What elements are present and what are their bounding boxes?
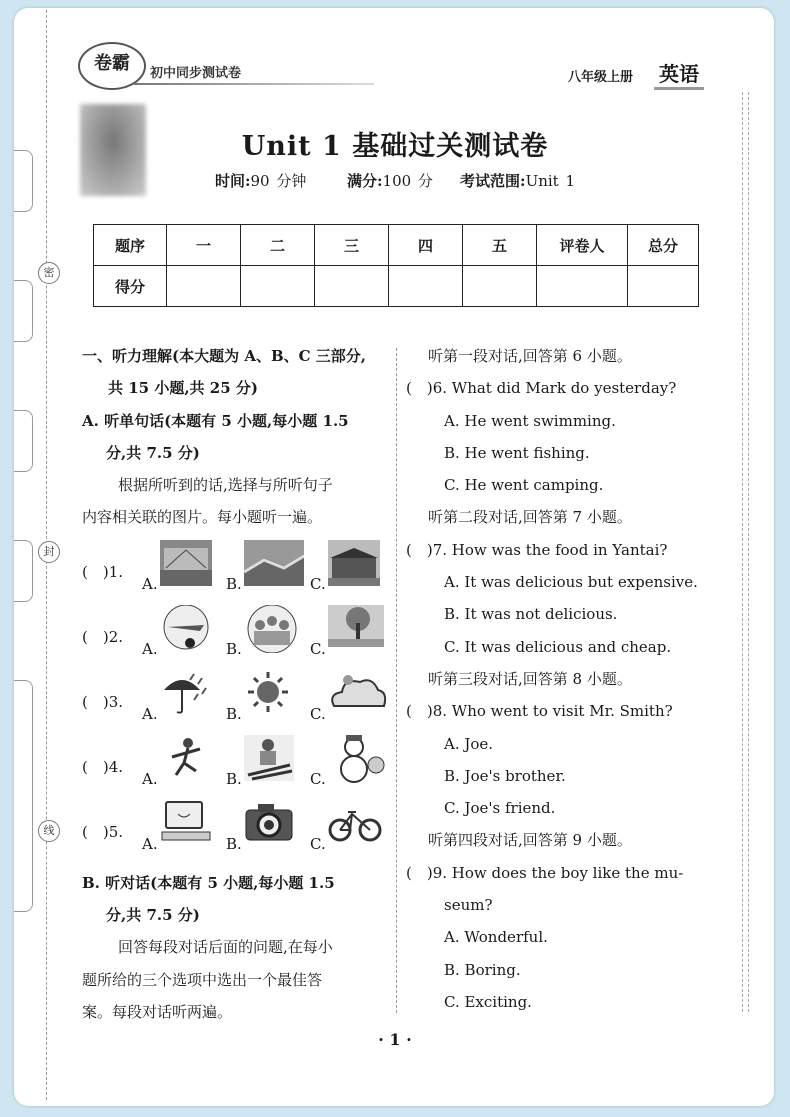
- skater-drawing[interactable]: [160, 735, 220, 783]
- table-header-cell: 五: [463, 225, 537, 266]
- sun-icon[interactable]: [244, 670, 304, 718]
- part-b-instruction-end: 案。每段对话听两遍。: [82, 1002, 233, 1021]
- picture-question: [82, 605, 388, 670]
- row-label: 得分: [94, 266, 167, 307]
- answer-option[interactable]: B. Joe's brother.: [444, 766, 566, 785]
- table-header-cell: 二: [241, 225, 315, 266]
- binding-tab: [14, 540, 33, 602]
- column-divider: [396, 348, 397, 1013]
- picture-question: [82, 800, 388, 865]
- table-header-cell: 一: [167, 225, 241, 266]
- building-photo[interactable]: [160, 540, 220, 588]
- snowman-drawing[interactable]: [328, 735, 388, 783]
- page-header: [78, 42, 712, 88]
- answer-option[interactable]: C. He went camping.: [444, 476, 604, 495]
- part-a-heading-cont: 分,共 7.5 分): [106, 443, 200, 462]
- table-header-cell: 题序: [94, 225, 167, 266]
- option-letter: A.: [142, 704, 158, 723]
- scope-label: 考试范围:: [460, 172, 526, 190]
- table-header-cell: 总分: [628, 225, 699, 266]
- answer-option[interactable]: A. Wonderful.: [444, 928, 548, 947]
- score-label: 满分:: [346, 172, 383, 190]
- seal-mi: 密: [38, 262, 60, 284]
- score-header-row: [94, 225, 699, 266]
- option-letter: A.: [142, 834, 158, 853]
- score-cell[interactable]: [241, 266, 315, 307]
- dialogue-instruction: 听第三段对话,回答第 8 小题。: [428, 669, 632, 688]
- option-letter: B.: [226, 769, 242, 788]
- option-letter: C.: [310, 769, 326, 788]
- part-b-instruction-cont: 题所给的三个选项中选出一个最佳答: [82, 970, 323, 989]
- header-rule: [134, 83, 374, 85]
- binding-tab: [14, 280, 33, 342]
- score-cell[interactable]: [537, 266, 628, 307]
- tree-photo[interactable]: [328, 605, 388, 653]
- section-heading: 一、听力理解(本大题为 A、B、C 三部分,: [82, 347, 367, 365]
- answer-option[interactable]: B. He went fishing.: [444, 443, 590, 462]
- question-number: ( )4.: [82, 757, 124, 776]
- seal-xian: 线: [38, 820, 60, 842]
- part-b-instruction: 回答每段对话后面的问题,在每小: [118, 938, 333, 957]
- bicycle-icon[interactable]: [328, 800, 388, 848]
- picture-questions: [82, 540, 388, 865]
- picture-question: [82, 540, 388, 605]
- question-number: ( )1.: [82, 562, 124, 581]
- part-b-heading: B. 听对话(本题有 5 小题,每小题 1.5: [82, 873, 335, 892]
- score-table: [93, 224, 699, 307]
- table-header-cell: 评卷人: [537, 225, 628, 266]
- answer-option[interactable]: C. Exciting.: [444, 992, 532, 1011]
- dialogue-instruction: 听第二段对话,回答第 7 小题。: [428, 508, 632, 527]
- binding-tab: [14, 410, 33, 472]
- part-a-instruction-cont: 内容相关联的图片。每小题听一遍。: [82, 508, 323, 527]
- answer-option[interactable]: A. It was delicious but expensive.: [444, 573, 698, 592]
- option-letter: A.: [142, 574, 158, 593]
- left-column: [82, 340, 388, 1028]
- camera-icon[interactable]: [244, 800, 304, 848]
- page-title: Unit 1 基础过关测试卷: [241, 131, 549, 162]
- question-stem: ( )9. How does the boy like the mu-: [406, 863, 684, 882]
- option-letter: B.: [226, 639, 242, 658]
- plane-drawing[interactable]: [160, 605, 220, 653]
- part-a-instruction: 根据所听到的话,选择与所听句子: [118, 476, 333, 495]
- skier-drawing[interactable]: [244, 735, 304, 783]
- answer-option[interactable]: A. He went swimming.: [444, 411, 616, 430]
- score-cell[interactable]: [628, 266, 699, 307]
- brand-logo: 卷霸: [78, 42, 146, 90]
- tiananmen-photo[interactable]: [328, 540, 388, 588]
- question-stem: ( )8. Who went to visit Mr. Smith?: [406, 702, 673, 721]
- question-stem: ( )7. How was the food in Yantai?: [406, 540, 668, 559]
- question-stem: ( )6. What did Mark do yesterday?: [406, 379, 677, 398]
- answer-option[interactable]: B. Boring.: [444, 960, 521, 979]
- right-column: [406, 340, 716, 1018]
- picture-question: [82, 735, 388, 800]
- answer-option[interactable]: B. It was not delicious.: [444, 605, 618, 624]
- option-letter: B.: [226, 704, 242, 723]
- rain-umbrella-icon[interactable]: [160, 670, 220, 718]
- question-number: ( )3.: [82, 692, 124, 711]
- score-cell[interactable]: [315, 266, 389, 307]
- dialogue-instruction: 听第四段对话,回答第 9 小题。: [428, 831, 632, 850]
- option-letter: B.: [226, 834, 242, 853]
- answer-option[interactable]: C. Joe's friend.: [444, 799, 556, 818]
- answer-option[interactable]: A. Joe.: [444, 734, 494, 753]
- subject-label: 英语: [654, 58, 704, 90]
- answer-option[interactable]: seum?: [444, 896, 493, 915]
- table-header-cell: 四: [389, 225, 463, 266]
- option-letter: B.: [226, 574, 242, 593]
- part-a-heading: A. 听单句话(本题有 5 小题,每小题 1.5: [82, 411, 349, 430]
- scope-value: Unit 1: [525, 172, 576, 190]
- time-label: 时间:: [214, 172, 251, 190]
- answer-option[interactable]: C. It was delicious and cheap.: [444, 637, 672, 656]
- page-number: · 1 ·: [378, 1030, 412, 1049]
- option-letter: A.: [142, 769, 158, 788]
- cloud-icon[interactable]: [328, 670, 388, 718]
- question-number: ( )2.: [82, 627, 124, 646]
- score-value: 100 分: [382, 172, 433, 190]
- score-input-row: [94, 266, 699, 307]
- option-letter: C.: [310, 834, 326, 853]
- great-wall-photo[interactable]: [244, 540, 304, 588]
- binding-tab: [14, 680, 33, 912]
- option-letter: C.: [310, 704, 326, 723]
- part-b-heading-cont: 分,共 7.5 分): [106, 906, 200, 925]
- right-border: [742, 92, 749, 1012]
- exam-meta: [0, 170, 790, 191]
- series-name: 初中同步测试卷: [150, 66, 242, 81]
- dialogue-instruction: 听第一段对话,回答第 6 小题。: [428, 347, 632, 365]
- seal-feng: 封: [38, 541, 60, 563]
- score-cell[interactable]: [389, 266, 463, 307]
- score-cell[interactable]: [167, 266, 241, 307]
- grade-label: 八年级上册: [568, 70, 634, 85]
- table-header-cell: 三: [315, 225, 389, 266]
- question-number: ( )5.: [82, 822, 124, 841]
- computer-icon[interactable]: [160, 800, 220, 848]
- option-letter: C.: [310, 574, 326, 593]
- option-letter: C.: [310, 639, 326, 658]
- section-heading-cont: 共 15 小题,共 25 分): [108, 379, 258, 398]
- time-value: 90 分钟: [250, 172, 307, 190]
- crowd-drawing[interactable]: [244, 605, 304, 653]
- picture-question: [82, 670, 388, 735]
- score-cell[interactable]: [463, 266, 537, 307]
- option-letter: A.: [142, 639, 158, 658]
